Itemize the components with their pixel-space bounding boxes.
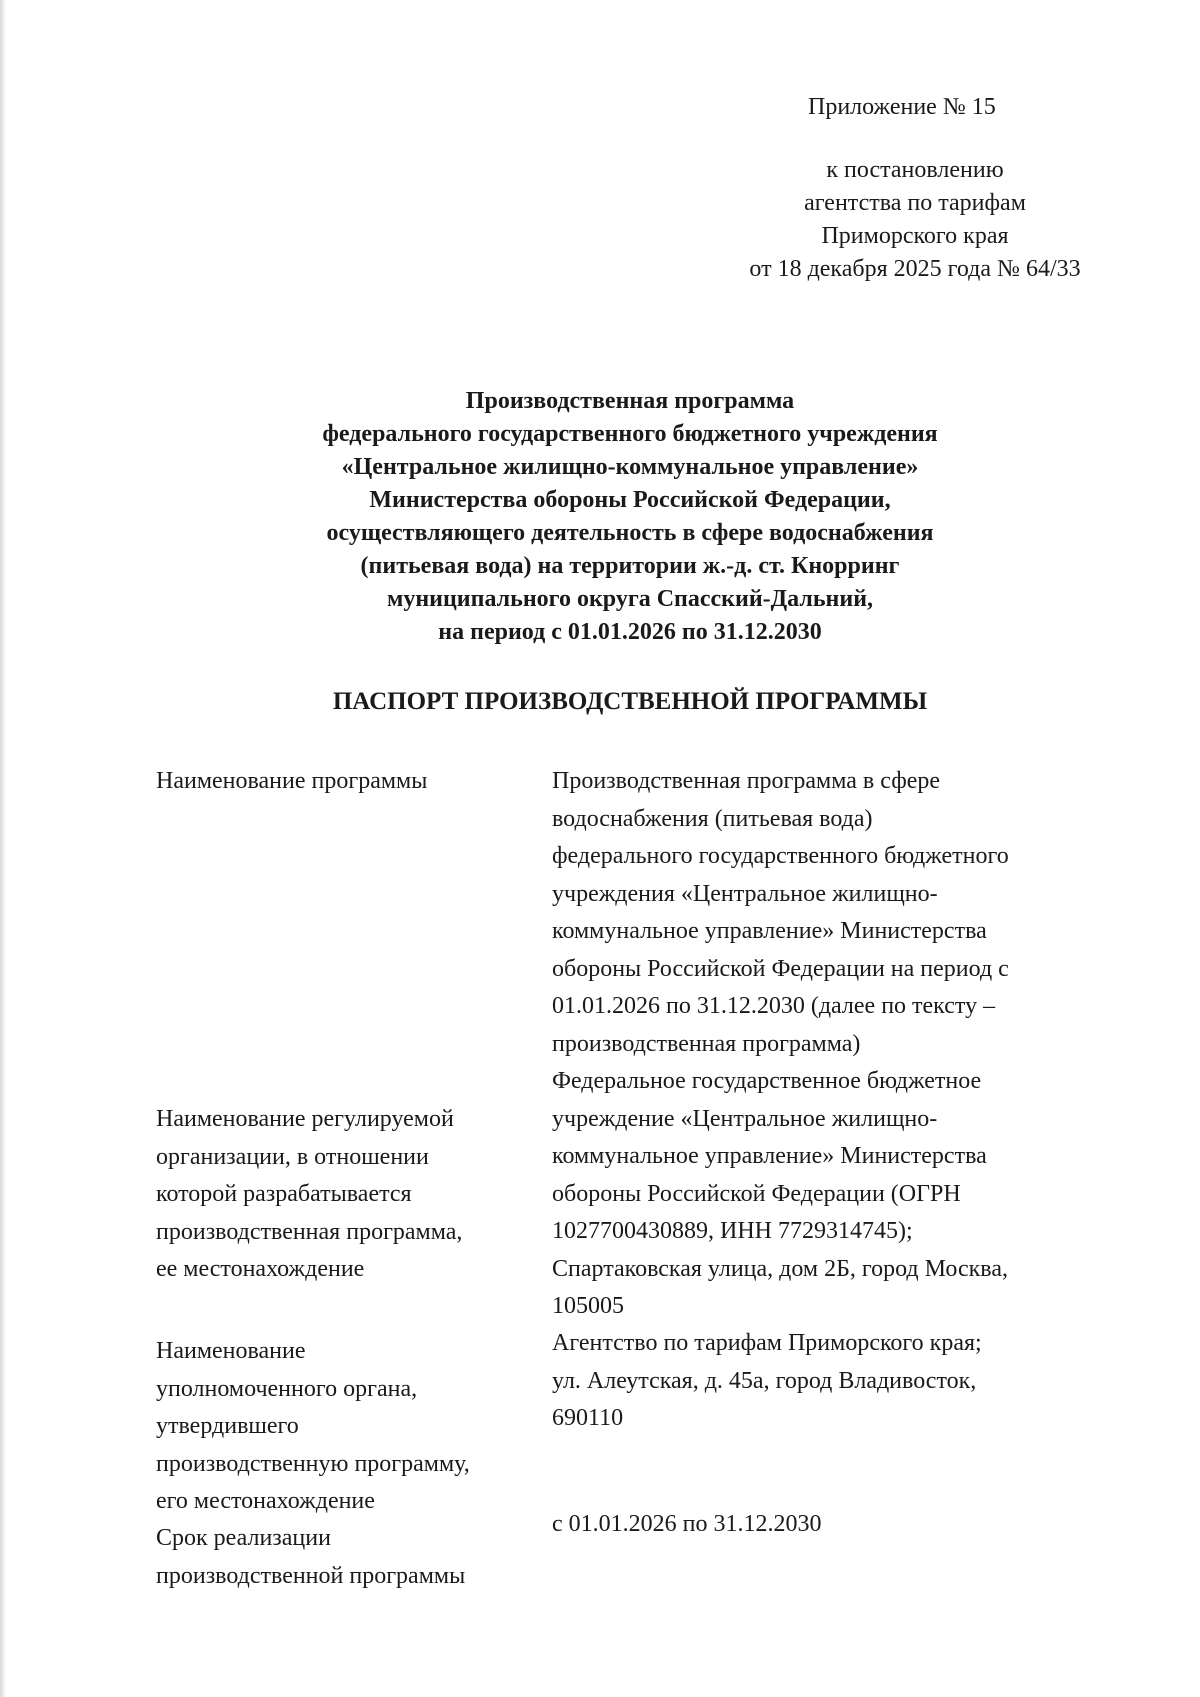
- label-line: Наименование регулируемой: [156, 1106, 454, 1132]
- passport-value: [552, 1325, 1122, 1438]
- label-line: производственную программу,: [156, 1450, 470, 1477]
- value-line: Агентство по тарифам Приморского края;: [552, 1330, 982, 1356]
- passport-label: [156, 1101, 526, 1289]
- resolution-line: от 18 декабря 2025 года № 64/33: [749, 256, 1081, 282]
- value-line: 105005: [552, 1293, 624, 1319]
- value-line: с 01.01.2026 по 31.12.2030: [552, 1511, 822, 1537]
- label-line: производственная программа,: [156, 1218, 463, 1245]
- title-line: на период с 01.01.2026 по 31.12.2030: [438, 619, 822, 645]
- value-line: Спартаковская улица, дом 2Б, город Москва,: [552, 1255, 1008, 1282]
- title-line: Производственная программа: [465, 388, 795, 414]
- title-line: «Центральное жилищно-коммунальное управление»: [341, 454, 919, 480]
- title-line: осуществляющего деятельность в сфере водоснабжения: [326, 520, 934, 546]
- passport-value: [552, 1506, 1122, 1544]
- label-line: Срок реализации: [156, 1525, 331, 1551]
- title-line: федерального государственного бюджетного учреждения: [322, 421, 938, 447]
- passport-label: [156, 1520, 526, 1595]
- resolution-reference: [700, 154, 1130, 286]
- value-line: Федеральное государственное бюджетное: [552, 1068, 982, 1094]
- value-line: обороны Российской Федерации на период с: [552, 955, 1009, 982]
- label-line: его местонахождение: [156, 1488, 375, 1514]
- value-line: ул. Алеутская, д. 45а, город Владивосток,: [552, 1367, 977, 1394]
- passport-value: [552, 1063, 1122, 1326]
- label-line: производственной программы: [156, 1562, 466, 1589]
- resolution-line: Приморского края: [821, 223, 1009, 249]
- label-line: которой разрабатывается: [156, 1181, 412, 1207]
- value-line: федерального государственного бюджетного: [552, 843, 1009, 869]
- value-line: обороны Российской Федерации (ОГРН: [552, 1180, 961, 1207]
- value-line: 1027700430889, ИНН 7729314745);: [552, 1218, 913, 1244]
- resolution-line: к постановлению: [826, 157, 1004, 183]
- title-line: (питьевая вода) на территории ж.-д. ст. Кнорринг: [360, 553, 900, 579]
- passport-label: [156, 763, 526, 801]
- title-line: Министерства обороны Российской Федерации,: [369, 487, 891, 513]
- value-line: учреждение «Центральное жилищно-: [552, 1105, 938, 1132]
- appendix-number: Приложение № 15: [808, 94, 996, 120]
- value-line: 690110: [552, 1405, 624, 1431]
- scan-edge: [0, 0, 6, 1697]
- value-line: 01.01.2026 по 31.12.2030 (далее по тексту –: [552, 993, 996, 1019]
- label-line: Наименование: [156, 1338, 306, 1364]
- document-title: [140, 385, 1120, 649]
- title-line: муниципального округа Спасский-Дальний,: [386, 586, 874, 612]
- resolution-line: агентства по тарифам: [804, 190, 1026, 216]
- value-line: производственная программа): [552, 1030, 861, 1057]
- label-line: уполномоченного органа,: [156, 1375, 418, 1402]
- value-line: учреждения «Центральное жилищно-: [552, 880, 938, 907]
- label-line: ее местонахождение: [156, 1256, 365, 1282]
- passport-label: [156, 1333, 526, 1521]
- label-line: организации, в отношении: [156, 1143, 429, 1170]
- label-line: утвердившего: [156, 1413, 299, 1439]
- value-line: коммунальное управление» Министерства: [552, 1143, 987, 1169]
- value-line: коммунальное управление» Министерства: [552, 918, 987, 944]
- passport-value: [552, 763, 1122, 1063]
- passport-heading: ПАСПОРТ ПРОИЗВОДСТВЕННОЙ ПРОГРАММЫ: [332, 688, 928, 715]
- value-line: Производственная программа в сфере: [552, 768, 941, 794]
- value-line: водоснабжения (питьевая вода): [552, 805, 873, 832]
- label-line: Наименование программы: [156, 768, 428, 794]
